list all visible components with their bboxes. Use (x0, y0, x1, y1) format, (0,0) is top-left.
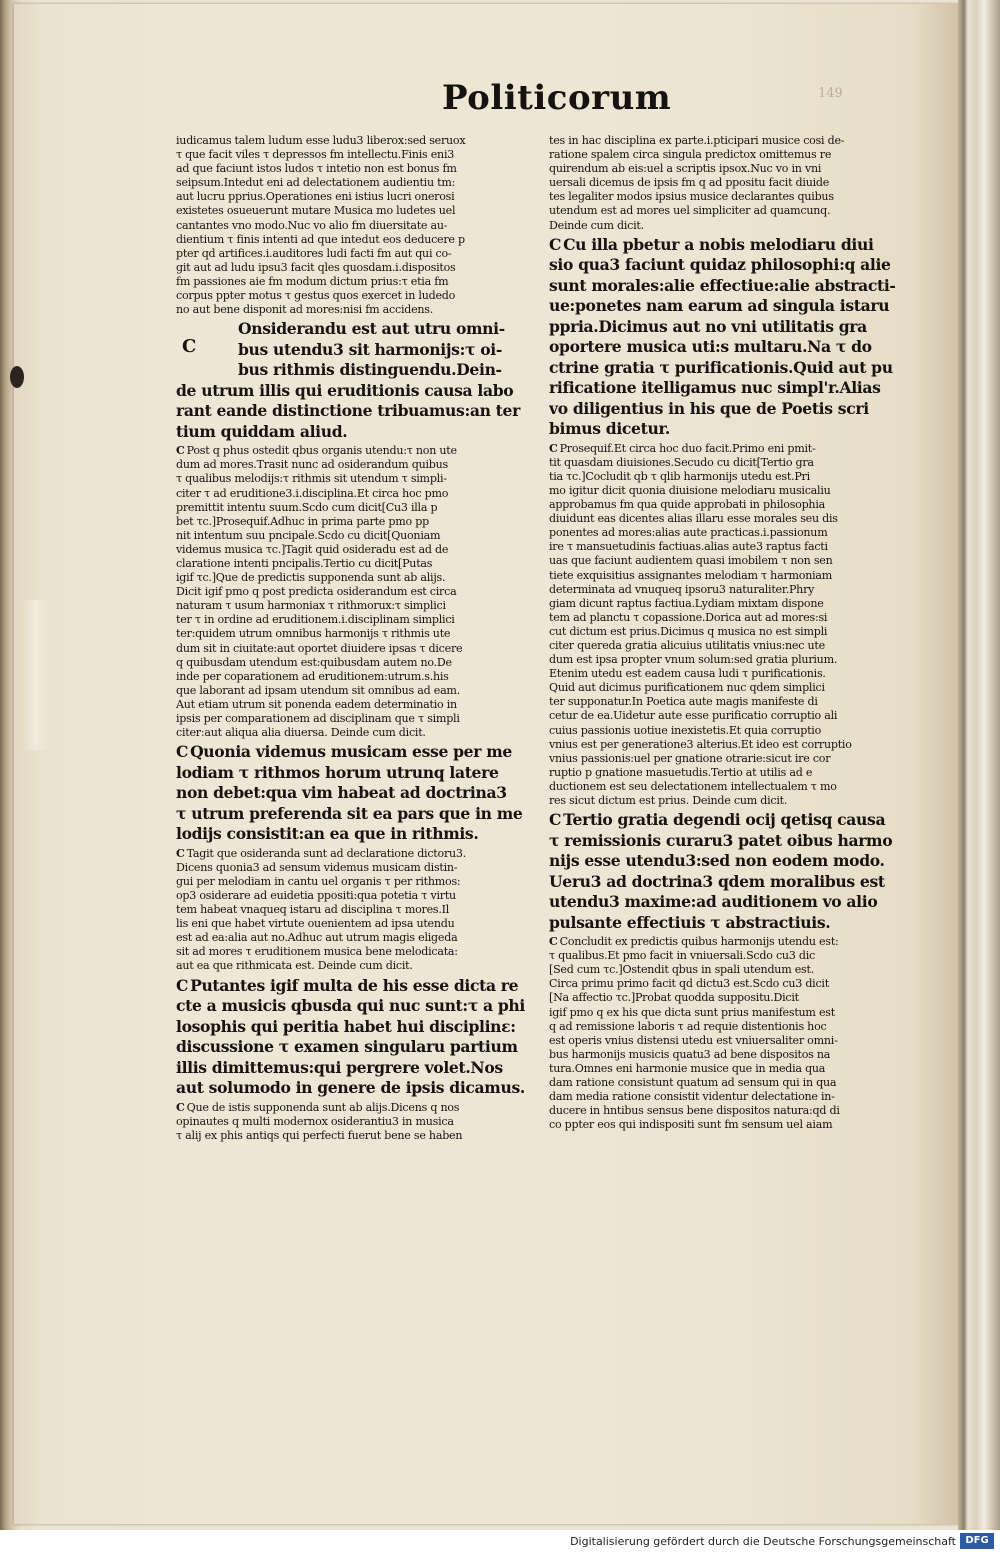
text-line (549, 1062, 909, 1076)
text-line-content: utendum est ad mores uel simpliciter ad quamcunq. (549, 204, 831, 218)
paragraph-mark: C (176, 1100, 185, 1114)
text-line-content: q quibusdam utendum est:quibusdam autem no.De (176, 655, 452, 669)
text-line (176, 670, 534, 684)
text-line (176, 543, 534, 557)
text-line-content: bus utendu3 sit harmonijs:τ oi- (238, 339, 502, 359)
commentary-paragraph (176, 1101, 534, 1143)
text-line-content: tiete exquisitius assignantes melodiam τ harmoniam (549, 568, 833, 582)
book-page-edges (958, 0, 1000, 1530)
text-line-content: ducere in hntibus sensus bene dispositos natura:qd di (549, 1104, 840, 1118)
text-line-content: dum est ipsa propter vnum solum:sed gratia plurium. (549, 653, 838, 667)
text-line (549, 337, 909, 358)
text-line (549, 442, 909, 456)
text-line (549, 892, 909, 913)
text-line-content: bet τc.]Prosequif.Adhuc in prima parte pmo pp (176, 514, 429, 528)
text-line-content: τ remissionis curaru3 patet oibus harmo (549, 830, 893, 850)
commentary-paragraph (176, 847, 534, 974)
text-line-content: est operis vnius distensi utedu est vniuersaliter omni- (549, 1033, 838, 1047)
footer-bar (0, 1530, 1000, 1554)
text-line (549, 709, 909, 723)
initial-letter: C (182, 336, 196, 358)
text-line (549, 1020, 909, 1034)
text-line (176, 861, 534, 875)
running-head: Politicorum (442, 78, 672, 118)
text-line (176, 529, 534, 543)
text-line (549, 470, 909, 484)
funding-credit: Digitalisierung gefördert durch die Deutsche Forschungsgemeinschaft (570, 1535, 956, 1548)
text-line (549, 963, 909, 977)
text-line (176, 903, 534, 917)
text-line (176, 712, 534, 726)
text-line-content: ductionem est seu delectationem intellectualem τ mo (549, 779, 837, 793)
text-line-content: pter qd artifices.i.auditores ludi facti fm aut qui co- (176, 246, 452, 260)
text-line-content: sunt morales:alie effectiue:alie abstracti- (549, 275, 896, 295)
text-line (176, 261, 534, 275)
text-line-content: fm passiones aie fm modum dictum prius:τ etia fm (176, 274, 449, 288)
text-line-content: tia τc.]Cocludit qb τ qlib harmonijs utedu est.Pri (549, 469, 810, 483)
text-line-content: ad que faciunt istos ludos τ intetio non est bonus fm (176, 162, 457, 176)
text-line (549, 484, 909, 498)
text-line-content: oportere musica uti:s multaru.Na τ do (549, 337, 872, 357)
text-passage (176, 319, 534, 442)
text-line-content: Circa primu primo facit qd dictu3 est.Scdo cu3 dicit (549, 977, 829, 991)
text-line (176, 996, 534, 1017)
text-line (176, 599, 534, 613)
text-line-content: tes legaliter modos ipsius musice declarantes quibus (549, 190, 834, 204)
text-line (549, 569, 909, 583)
text-line-content: iudicamus talem ludum esse ludu3 liberox:sed seruox (176, 134, 466, 147)
text-line-content: citer:aut aliqua alia diuersa. Deinde cum dicit. (176, 726, 426, 740)
text-line-content: diuidunt eas dicentes alias illaru esse morales seu dis (549, 512, 838, 526)
text-line (549, 162, 909, 176)
text-line-content: existetes osueuerunt mutare Musica mo ludetes uel (176, 204, 456, 218)
text-line (549, 913, 909, 934)
text-line-content: lodiam τ rithmos horum utrunq latere (176, 762, 499, 782)
text-line-content: utendu3 maxime:ad auditionem vo alio (549, 892, 878, 912)
text-line (176, 219, 534, 233)
text-line-content: claratione intenti pncipalis.Tertio cu dicit[Putas (176, 556, 433, 570)
text-line (549, 378, 909, 399)
text-line-content: ppria.Dicimus aut no vni utilitatis gra (549, 316, 867, 336)
text-line (549, 358, 909, 379)
text-line-content: Tertio gratia degendi ocij qetisq causa (563, 810, 886, 830)
text-line-content: aut solumodo in genere de ipsis dicamus. (176, 1078, 525, 1098)
paragraph-mark: C (176, 975, 189, 995)
text-line (238, 360, 534, 381)
text-line (549, 419, 909, 440)
text-line (549, 949, 909, 963)
text-line (176, 1115, 534, 1129)
text-line (176, 976, 534, 997)
text-line (176, 804, 534, 825)
text-line (176, 824, 534, 845)
text-line-content: Que de istis supponenda sunt ab alijs.Dicens q nos (186, 1100, 460, 1114)
text-line (176, 303, 534, 317)
text-line (176, 875, 534, 889)
text-line (549, 831, 909, 852)
text-line-content: Dicens quonia3 ad sensum videmus musicam distin- (176, 860, 458, 874)
paragraph-mark: C (176, 846, 185, 860)
text-line (176, 945, 534, 959)
text-line-content: cut dictum est prius.Dicimus q musica no est simpli (549, 624, 828, 638)
text-line-content: Post q phus ostedit qbus organis utendu:τ non ute (186, 444, 457, 458)
text-line-content: videmus musica τc.]Tagit quid osideradu est ad de (176, 542, 449, 556)
text-line (176, 1101, 534, 1115)
text-line (176, 698, 534, 712)
text-line-content: opinautes q multi modernox osiderantiu3 in musica (176, 1114, 454, 1128)
text-line (549, 1090, 909, 1104)
text-line-content: dientium τ finis intenti ad que intedut eos deducere p (176, 232, 465, 246)
text-line (176, 1078, 534, 1099)
text-line-content: τ qualibus melodijs:τ rithmis sit utendum τ simpli- (176, 472, 447, 486)
binding-shadow (22, 600, 48, 750)
text-line-content: Tagit que osideranda sunt ad declaratione dictoru3. (186, 846, 466, 860)
text-line-content: cuius passionis uotiue inexistetis.Et quia corruptio (549, 723, 822, 737)
text-line-content: ratione spalem circa singula predictox omittemus re (549, 148, 832, 162)
text-line (549, 526, 909, 540)
text-line-content: cte a musicis qbusda qui nuc sunt:τ a phi (176, 996, 525, 1016)
text-line (549, 1006, 909, 1020)
text-line-content: Concludit ex predictis quibus harmonijs utendu est: (559, 935, 839, 949)
paragraph-mark: C (549, 234, 562, 254)
text-line (549, 512, 909, 526)
text-line-content: uas que faciunt audientem quasi imobilem τ non sen (549, 554, 833, 568)
text-line (549, 204, 909, 218)
text-line (176, 472, 534, 486)
text-line-content: tem habeat vnaqueq istaru ad disciplina τ mores.Il (176, 903, 450, 917)
text-line (176, 585, 534, 599)
text-line-content: ter:quidem utrum omnibus harmonijs τ rithmis ute (176, 627, 451, 641)
text-line (549, 695, 909, 709)
text-line-content: dum sit in ciuitate:aut oportet diuidere ipsas τ dicere (176, 641, 463, 655)
text-line-content: illis dimittemus:qui pergrere volet.Nos (176, 1057, 503, 1077)
text-line (549, 810, 909, 831)
right-column (549, 134, 909, 1134)
text-line (549, 296, 909, 317)
text-line (176, 1037, 534, 1058)
text-line-content: discussione τ examen singularu partium (176, 1037, 518, 1057)
text-line-content: Onsiderandu est aut utru omni- (238, 319, 505, 339)
text-line-content: mo igitur dicit quonia diuisione melodiaru musicaliu (549, 483, 831, 497)
text-line (549, 653, 909, 667)
text-line (549, 317, 909, 338)
paragraph-mark: C (549, 441, 558, 455)
text-line (176, 134, 534, 148)
text-line (549, 766, 909, 780)
text-line (549, 190, 909, 204)
paragraph-mark: C (176, 444, 185, 458)
text-line-content: ter supponatur.In Poetica aute magis manifeste di (549, 695, 818, 709)
text-line-content: igif τc.]Que de predictis supponenda sunt ab alijs. (176, 571, 446, 585)
text-line-content: co ppter eos qui indispositi sunt fm sensum uel aiam (549, 1118, 833, 1132)
text-line-content: τ qualibus.Et pmo facit in vniuersali.Scdo cu3 dic (549, 949, 816, 963)
text-line (176, 444, 534, 458)
text-line (549, 752, 909, 766)
text-line-content: naturam τ usum harmoniax τ rithmorux:τ simplici (176, 599, 446, 613)
dfg-logo[interactable]: DFG (960, 1533, 994, 1549)
text-line-content: Putantes igif multa de his esse dicta re (190, 975, 519, 995)
text-line (176, 501, 534, 515)
text-line (176, 763, 534, 784)
text-line (549, 724, 909, 738)
text-line (549, 219, 909, 233)
text-line (176, 783, 534, 804)
text-line-content: ctrine gratia τ purificationis.Quid aut pu (549, 357, 893, 377)
text-line-content: ire τ mansuetudinis factiuas.alias aute3 raptus facti (549, 540, 828, 554)
text-line-content: vo diligentius in his que de Poetis scri (549, 398, 869, 418)
text-line (176, 275, 534, 289)
text-line (176, 233, 534, 247)
text-line-content: τ utrum preferenda sit ea pars que in me (176, 803, 523, 823)
text-line-content: corpus ppter motus τ gestus quos exercet in ludedo (176, 289, 456, 303)
text-line-content: dam media ratione consistit videntur delectatione in- (549, 1090, 835, 1104)
text-line-content: Dicit igif pmo q post predicta osiderandum est circa (176, 585, 457, 599)
text-line-content: tura.Omnes eni harmonie musice que in media qua (549, 1061, 826, 1075)
text-line (176, 204, 534, 218)
text-passage (549, 810, 909, 933)
text-line (176, 458, 534, 472)
text-line (549, 176, 909, 190)
text-line (549, 738, 909, 752)
text-line-content: Prosequif.Et circa hoc duo facit.Primo eni pmit- (559, 441, 816, 455)
text-line-content: aut ea que rithmicata est. Deinde cum dicit. (176, 959, 413, 973)
text-line (549, 456, 909, 470)
text-line (176, 1058, 534, 1079)
text-line (176, 656, 534, 670)
text-line-content: quirendum ab eis:uel a scriptis ipsox.Nuc vo in vni (549, 162, 822, 176)
paragraph-mark: C (549, 810, 562, 830)
text-line (176, 289, 534, 303)
text-line (549, 625, 909, 639)
text-line-content: uersali dicemus de ipsis fm q ad ppositu facit diuide (549, 176, 830, 190)
text-line-content: tit quasdam diuisiones.Secudo cu dicit[Tertio gra (549, 455, 814, 469)
text-line-content: seipsum.Intedut eni ad delectationem audientiu tm: (176, 176, 456, 190)
text-line-content: est ad ea:alia aut no.Adhuc aut utrum magis eligeda (176, 931, 458, 945)
text-line (549, 276, 909, 297)
text-line (176, 613, 534, 627)
text-line-content: Deinde cum dicit. (549, 218, 644, 232)
text-line-content: res sicut dictum est prius. Deinde cum dicit. (549, 794, 788, 807)
text-line-content: vnius est per generatione3 alterius.Et ideo est corruptio (549, 737, 852, 751)
text-line (176, 422, 534, 443)
text-line-content: ipsis per comparationem ad disciplinam que τ simpli (176, 712, 460, 725)
text-line (549, 554, 909, 568)
folio-number: 149 (818, 86, 843, 101)
text-line-content: Cu illa pbetur a nobis melodiaru diui (563, 234, 874, 254)
text-line (549, 540, 909, 554)
text-line-content: cantantes vno modo.Nuc vo alio fm diuersitate au- (176, 218, 448, 232)
text-line-content: inde per coparationem ad eruditionem:utrum.s.his (176, 669, 449, 683)
text-line (176, 931, 534, 945)
text-line-content: citer τ ad eruditione3.i.disciplina.Et circa hoc pmo (176, 486, 449, 500)
text-line-content: Ueru3 ad doctrina3 qdem moralibus est (549, 871, 885, 891)
text-line (549, 1118, 909, 1132)
text-line-content: non debet:qua vim habeat ad doctrina3 (176, 783, 507, 803)
text-line (176, 1129, 534, 1143)
text-line-content: rificatione itelligamus nuc simpl'r.Alias (549, 378, 881, 398)
text-line-content: Quid aut dicimus purificationem nuc qdem simplici (549, 681, 825, 695)
text-line (176, 515, 534, 529)
text-line-content: [Sed cum τc.]Ostendit qbus in spali utendum est. (549, 963, 814, 977)
text-line (549, 667, 909, 681)
text-line (549, 794, 909, 808)
text-line-content: cetur de ea.Uidetur aute esse purificatio corruptio ali (549, 709, 838, 723)
text-line (176, 401, 534, 422)
text-line (549, 851, 909, 872)
text-line (176, 627, 534, 641)
text-line (176, 571, 534, 585)
text-line (549, 780, 909, 794)
text-line (549, 255, 909, 276)
text-line-content: ponentes ad mores:alias aute practicas.i.passionum (549, 526, 828, 540)
text-line (176, 557, 534, 571)
text-line-content: [Na affectio τc.]Probat quodda suppositu.Dicit (549, 991, 799, 1005)
text-line (176, 1017, 534, 1038)
text-line (176, 148, 534, 162)
text-line (176, 247, 534, 261)
text-line-content: ter τ in ordine ad eruditionem.i.disciplinam simplici (176, 613, 455, 627)
text-line (549, 1048, 909, 1062)
text-line (549, 935, 909, 949)
text-line-content: Aut etiam utrum sit ponenda eadem determinatio in (176, 697, 457, 711)
text-line-content: τ alij ex phis antiqs qui perfecti fuerut bene se haben (176, 1128, 463, 1142)
text-line (176, 162, 534, 176)
text-line (549, 134, 909, 148)
text-line-content: git aut ad ludu ipsu3 facit qles quosdam.i.dispositos (176, 260, 456, 274)
text-line (176, 742, 534, 763)
text-line (549, 498, 909, 512)
commentary-paragraph (176, 444, 534, 740)
text-line (549, 991, 909, 1005)
text-line-content: q ad remissione laboris τ ad requie distentionis hoc (549, 1019, 827, 1033)
text-line (176, 847, 534, 861)
text-line (549, 399, 909, 420)
text-line-content: Quonia videmus musicam esse per me (190, 742, 512, 762)
text-line-content: bimus dicetur. (549, 419, 670, 439)
text-line (549, 583, 909, 597)
text-passage (176, 742, 534, 845)
paragraph-mark: C (176, 742, 189, 762)
text-line (238, 340, 534, 361)
left-column (176, 134, 534, 1145)
text-line-content: pulsante effectiuis τ abstractiuis. (549, 912, 831, 932)
text-line (549, 872, 909, 893)
text-line-content: tium quiddam aliud. (176, 421, 348, 441)
text-line (176, 889, 534, 903)
text-line-content: nijs esse utendu3:sed non eodem modo. (549, 851, 885, 871)
text-line-content: gui per melodiam in cantu uel organis τ per rithmos: (176, 874, 461, 888)
text-line-content: determinata ad vnuqueq ipsoru3 naturaliter.Phry (549, 582, 815, 596)
commentary-paragraph (176, 134, 534, 317)
text-line-content: rant eande distinctione tribuamus:an ter (176, 401, 520, 421)
text-line-content: tem ad planctu τ copassione.Dorica aut ad mores:si (549, 610, 828, 624)
text-line (549, 611, 909, 625)
text-line (176, 487, 534, 501)
text-line-content: de utrum illis qui eruditionis causa labo (176, 380, 514, 400)
text-line-content: sit ad mores τ eruditionem musica bene melodicata: (176, 945, 458, 959)
text-line-content: Etenim utedu est eadem causa ludi τ purificationis. (549, 667, 826, 681)
text-line (176, 190, 534, 204)
text-line-content: dam ratione consistunt quatum ad sensum qui in qua (549, 1076, 837, 1090)
text-line (549, 977, 909, 991)
text-line (176, 917, 534, 931)
text-line-content: ue:ponetes nam earum ad singula istaru (549, 296, 890, 316)
text-line (176, 176, 534, 190)
text-line (176, 642, 534, 656)
ink-stain (10, 366, 24, 388)
text-line (549, 1104, 909, 1118)
commentary-paragraph (549, 134, 909, 233)
text-line-content: op3 osiderare ad euidetia ppositi:qua potetia τ virtu (176, 888, 456, 902)
text-line-content: giam dicunt raptus factiua.Lydiam mixtam dispone (549, 596, 824, 610)
text-line (549, 681, 909, 695)
text-passage (176, 976, 534, 1099)
initial-letter-space (176, 319, 234, 379)
text-line-content: lodijs consistit:an ea que in rithmis. (176, 824, 479, 844)
text-line (176, 959, 534, 973)
text-line-content: bus rithmis distinguendu.Dein- (238, 360, 502, 380)
text-line (549, 1076, 909, 1090)
text-line (549, 235, 909, 256)
text-line-content: nit intentum suu pncipale.Scdo cu dicit[Quoniam (176, 528, 441, 542)
paragraph-mark: C (549, 935, 558, 949)
text-line (176, 726, 534, 740)
text-line-content: vnius passionis:uel per gnatione otrarie:sicut ire cor (549, 751, 831, 765)
text-line-content: igif pmo q ex his que dicta sunt prius manifestum est (549, 1005, 835, 1019)
text-line (549, 639, 909, 653)
text-line (176, 684, 534, 698)
text-line (549, 597, 909, 611)
text-line-content: losophis qui peritia habet hui disciplinε: (176, 1016, 516, 1036)
text-line (549, 148, 909, 162)
text-line-content: sio qua3 faciunt quidaz philosophi:q alie (549, 255, 891, 275)
text-line-content: bus harmonijs musicis quatu3 ad bene dispositos na (549, 1047, 831, 1061)
text-passage (549, 235, 909, 440)
text-line-content: lis eni que habet virtute ouenientem ad ipsa utendu (176, 917, 455, 931)
commentary-paragraph (549, 442, 909, 808)
commentary-paragraph (549, 935, 909, 1132)
text-line-content: no aut bene disponit ad mores:nisi fm accidens. (176, 303, 434, 317)
text-line-content: que laborant ad ipsam utendum sit omnibus ad eam. (176, 683, 460, 697)
text-line-content: aut lucru pprius.Operationes eni istius lucri onerosi (176, 190, 455, 204)
text-line-content: citer quereda gratia alicuius utilitatis vnius:nec ute (549, 638, 825, 652)
text-line-content: dum ad mores.Trasit nunc ad osiderandum quibus (176, 458, 448, 472)
text-line-content: tes in hac disciplina ex parte.i.pticipari musice cosi de- (549, 134, 845, 147)
text-line-content: τ que facit viles τ depressos fm intellectu.Finis eni3 (176, 148, 455, 162)
text-line-content: ruptio p gnatione masuetudis.Tertio at utilis ad e (549, 765, 813, 779)
text-line-content: premittit intentu suum.Scdo cum dicit[Cu3 illa p (176, 500, 438, 514)
text-line-content: approbamus fm qua quide approbati in philosophia (549, 498, 825, 512)
text-line (176, 381, 534, 402)
text-line (238, 319, 534, 340)
text-line (549, 1034, 909, 1048)
